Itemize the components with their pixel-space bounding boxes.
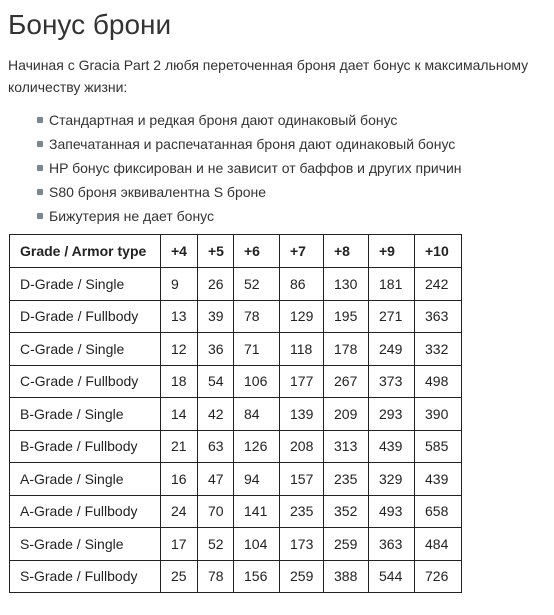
bonus-value-cell: 13 (161, 300, 198, 333)
bonus-value-cell: 63 (198, 430, 234, 463)
bonus-value-cell: 157 (280, 463, 324, 496)
bonus-value-cell: 78 (234, 300, 280, 333)
bonus-value-cell: 544 (369, 560, 415, 593)
armor-bonus-table (9, 234, 462, 593)
list-item (37, 204, 462, 228)
bonus-value-cell: 373 (369, 365, 415, 398)
bonus-value-cell: 178 (324, 333, 369, 366)
grade-cell: B-Grade / Single (10, 398, 161, 431)
intro-paragraph: Начиная с Gracia Part 2 любя переточенная броня дает бонус к максимальному количеству жизни: (8, 57, 529, 95)
grade-cell: S-Grade / Fullbody (10, 560, 161, 593)
bonus-value-cell: 313 (324, 430, 369, 463)
bonus-value-cell: 271 (369, 300, 415, 333)
bonus-value-cell: 54 (198, 365, 234, 398)
square-bullet-icon (37, 213, 43, 219)
bonus-value-cell: 249 (369, 333, 415, 366)
bonus-value-cell: 658 (415, 495, 462, 528)
bonus-value-cell: 106 (234, 365, 280, 398)
bonus-value-cell: 94 (234, 463, 280, 496)
table-row (10, 495, 462, 528)
bonus-value-cell: 439 (369, 430, 415, 463)
list-item (37, 108, 462, 132)
bonus-value-cell: 52 (234, 268, 280, 301)
bonus-value-cell: 208 (280, 430, 324, 463)
bonus-value-cell: 726 (415, 560, 462, 593)
bonus-value-cell: 259 (324, 528, 369, 561)
grade-cell: S-Grade / Single (10, 528, 161, 561)
bonus-value-cell: 70 (198, 495, 234, 528)
bonus-value-cell: 388 (324, 560, 369, 593)
bonus-value-cell: 18 (161, 365, 198, 398)
square-bullet-icon (37, 189, 43, 195)
list-item (37, 180, 462, 204)
column-header: +7 (280, 235, 324, 268)
list-item (37, 156, 462, 180)
grade-cell: A-Grade / Fullbody (10, 495, 161, 528)
bonus-value-cell: 493 (369, 495, 415, 528)
bonus-value-cell: 242 (415, 268, 462, 301)
bonus-value-cell: 181 (369, 268, 415, 301)
bonus-value-cell: 329 (369, 463, 415, 496)
bonus-value-cell: 39 (198, 300, 234, 333)
bonus-value-cell: 126 (234, 430, 280, 463)
bonus-value-cell: 118 (280, 333, 324, 366)
table-row (10, 398, 462, 431)
page-title: Бонус брони (8, 9, 172, 40)
bonus-value-cell: 52 (198, 528, 234, 561)
table-row (10, 463, 462, 496)
bonus-value-cell: 78 (198, 560, 234, 593)
table-row (10, 430, 462, 463)
bonus-value-cell: 484 (415, 528, 462, 561)
notes-list (37, 108, 462, 228)
table-row (10, 528, 462, 561)
table-row (10, 268, 462, 301)
bonus-value-cell: 12 (161, 333, 198, 366)
bonus-value-cell: 235 (280, 495, 324, 528)
bonus-value-cell: 36 (198, 333, 234, 366)
column-header: +6 (234, 235, 280, 268)
square-bullet-icon (37, 165, 43, 171)
table-row (10, 365, 462, 398)
bonus-value-cell: 141 (234, 495, 280, 528)
bonus-value-cell: 21 (161, 430, 198, 463)
bonus-value-cell: 47 (198, 463, 234, 496)
bonus-value-cell: 86 (280, 268, 324, 301)
bonus-value-cell: 209 (324, 398, 369, 431)
bonus-value-cell: 25 (161, 560, 198, 593)
bonus-value-cell: 84 (234, 398, 280, 431)
grade-cell: B-Grade / Fullbody (10, 430, 161, 463)
bonus-value-cell: 293 (369, 398, 415, 431)
table-body (10, 268, 462, 593)
grade-cell: D-Grade / Single (10, 268, 161, 301)
column-header: +8 (324, 235, 369, 268)
bonus-value-cell: 352 (324, 495, 369, 528)
bonus-value-cell: 9 (161, 268, 198, 301)
table-row (10, 333, 462, 366)
bonus-value-cell: 104 (234, 528, 280, 561)
bonus-value-cell: 177 (280, 365, 324, 398)
bonus-value-cell: 24 (161, 495, 198, 528)
column-header: +9 (369, 235, 415, 268)
grade-cell: C-Grade / Single (10, 333, 161, 366)
bonus-value-cell: 139 (280, 398, 324, 431)
column-header: +10 (415, 235, 462, 268)
bonus-value-cell: 26 (198, 268, 234, 301)
bonus-value-cell: 439 (415, 463, 462, 496)
bonus-value-cell: 156 (234, 560, 280, 593)
table-header-row (10, 235, 462, 268)
table-row (10, 300, 462, 333)
square-bullet-icon (37, 117, 43, 123)
bonus-value-cell: 585 (415, 430, 462, 463)
bonus-value-cell: 267 (324, 365, 369, 398)
bonus-value-cell: 173 (280, 528, 324, 561)
note-text: Стандартная и редкая броня дают одинаковый бонус (49, 112, 398, 128)
note-text: S80 броня эквивалентна S броне (49, 184, 267, 200)
bonus-value-cell: 332 (415, 333, 462, 366)
bonus-value-cell: 363 (369, 528, 415, 561)
square-bullet-icon (37, 141, 43, 147)
bonus-value-cell: 235 (324, 463, 369, 496)
grade-cell: C-Grade / Fullbody (10, 365, 161, 398)
bonus-value-cell: 363 (415, 300, 462, 333)
bonus-value-cell: 498 (415, 365, 462, 398)
bonus-value-cell: 16 (161, 463, 198, 496)
column-header: Grade / Armor type (10, 235, 161, 268)
column-header: +4 (161, 235, 198, 268)
table-row (10, 560, 462, 593)
note-text: HP бонус фиксирован и не зависит от баффов и других причин (49, 160, 462, 176)
bonus-value-cell: 71 (234, 333, 280, 366)
bonus-value-cell: 195 (324, 300, 369, 333)
bonus-value-cell: 130 (324, 268, 369, 301)
list-item (37, 132, 462, 156)
grade-cell: A-Grade / Single (10, 463, 161, 496)
column-header: +5 (198, 235, 234, 268)
grade-cell: D-Grade / Fullbody (10, 300, 161, 333)
bonus-value-cell: 259 (280, 560, 324, 593)
bonus-value-cell: 17 (161, 528, 198, 561)
note-text: Запечатанная и распечатанная броня дают одинаковый бонус (49, 136, 456, 152)
bonus-value-cell: 390 (415, 398, 462, 431)
bonus-value-cell: 14 (161, 398, 198, 431)
bonus-value-cell: 129 (280, 300, 324, 333)
bonus-value-cell: 42 (198, 398, 234, 431)
note-text: Бижутерия не дает бонус (49, 208, 215, 224)
